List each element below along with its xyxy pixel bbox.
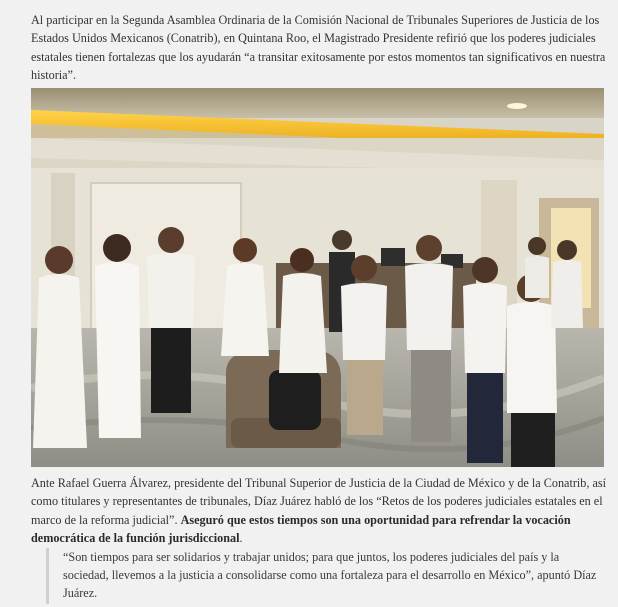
quote-text: “Son tiempos para ser solidarios y trabajar unidos; para que juntos, los poderes judiciales del país y la sociedad, llevemos a la justicia a consolidarse como una fortaleza para el desarrollo en México”, apuntó Díaz Juárez. (63, 550, 597, 601)
meeting-photo-illustration (31, 88, 604, 467)
body-text: Ante Rafael Guerra Álvarez, presidente del Tribunal Superior de Justicia de la Ciudad de México y de la Conatrib, así como titulares y representantes de tribunales, Díaz Juárez habló de los “Retos de los poderes judiciales estatales en el marco de la reforma judicial”. (31, 476, 607, 527)
body-bold-text: Aseguró que estos tiempos son una oportunidad para refrendar la vocación democrática de la función jurisdiccional (31, 512, 571, 546)
article-photo (31, 88, 604, 467)
blockquote (46, 548, 605, 604)
body-paragraph (31, 474, 606, 548)
intro-paragraph: Al participar en la Segunda Asamblea Ordinaria de la Comisión Nacional de Tribunales Superiores de Justicia de los Estados Unidos Mexicanos (Conatrib), en Quintana Roo, el Magistrado Presidente refirió que los poderes judiciales estatales tienen fortalezas que los ayudarán “a transitar exitosamente por estos momentos tan significativos en nuestra historia”. (31, 13, 606, 83)
body-end-text: . (239, 531, 243, 546)
